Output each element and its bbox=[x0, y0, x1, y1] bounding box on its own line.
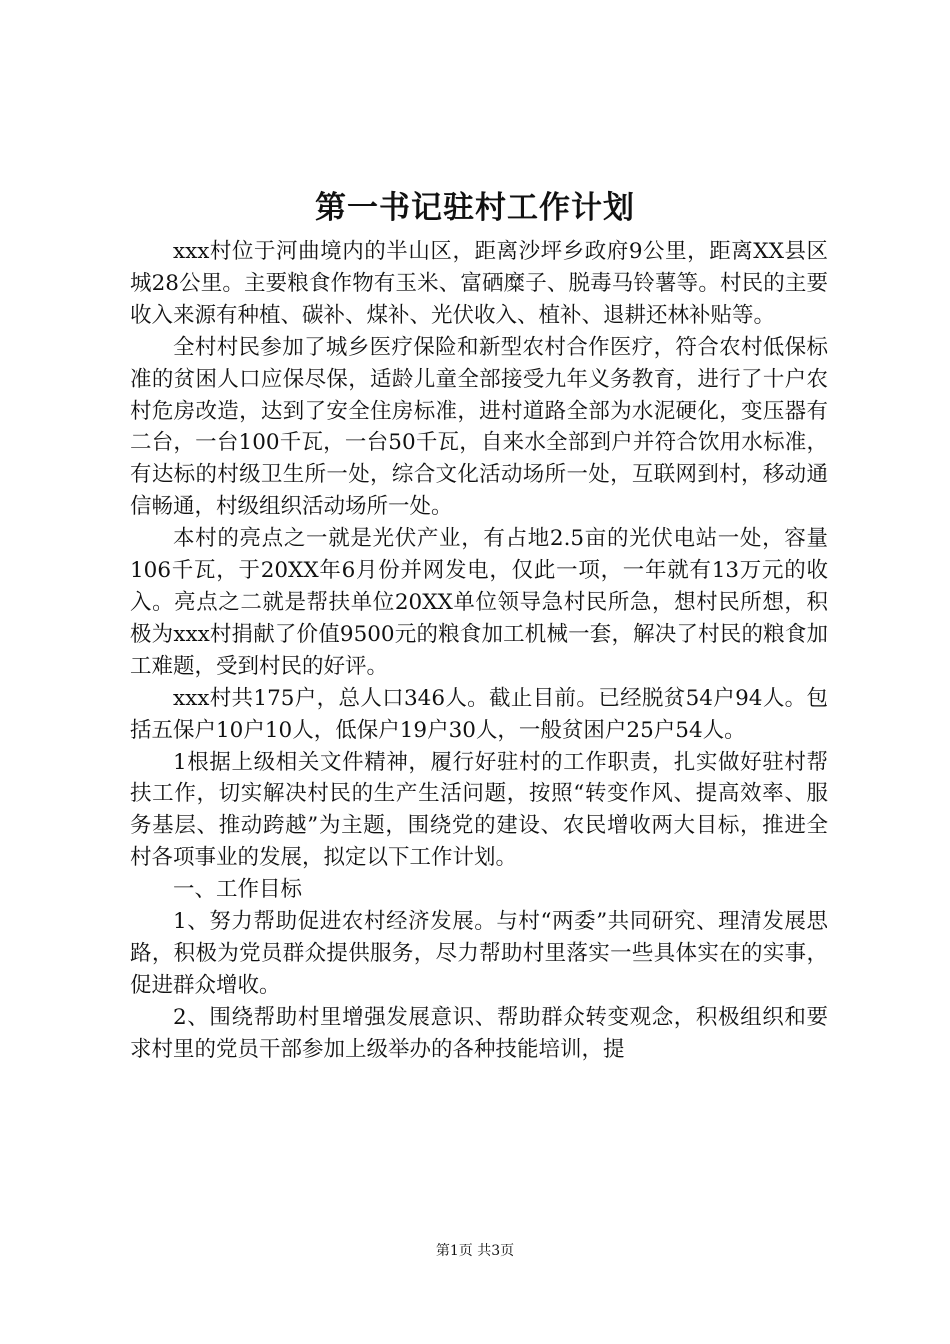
document-title: 第一书记驻村工作计划 bbox=[315, 190, 635, 226]
paragraph-population: xxx村共175户，总人口346人。截止目前。已经脱贫54户94人。包括五保户10户10人，低保户19户30人，一般贫困户25户54人。 bbox=[130, 685, 828, 743]
paragraph-highlights: 本村的亮点之一就是光伏产业，有占地2.5亩的光伏电站一处，容量106千瓦，于20XX年6月份并网发电，仅此一项，一年就有13万元的收入。亮点之二就是帮扶单位20XX单位领导急村民所急，想村民所想，积极为xxx村捐献了价值9500元的粮食加工机械一套，解决了村民的粮食加工难题，受到村民的好评。 bbox=[130, 526, 828, 679]
paragraph-village-overview: xxx村位于河曲境内的半山区，距离沙坪乡政府9公里，距离XX县区城28公里。主要粮食作物有玉米、富硒糜子、脱毒马铃薯等。村民的主要收入来源有种植、碳补、煤补、光伏收入、植补、退耕还林补贴等。 bbox=[130, 239, 828, 328]
page-footer: 第1页 共3页 bbox=[435, 1243, 515, 1259]
paragraph-infrastructure: 全村村民参加了城乡医疗保险和新型农村合作医疗，符合农村低保标准的贫困人口应保尽保，适龄儿童全部接受九年义务教育，进行了十户农村危房改造，达到了安全住房标准，进村道路全部为水泥硬化，变压器有二台，一台100千瓦，一台50千瓦，自来水全部到户并符合饮用水标准，有达标的村级卫生所一处，综合文化活动场所一处，互联网到村，移动通信畅通，村级组织活动场所一处。 bbox=[130, 334, 828, 520]
section-heading-goals: 一、工作目标 bbox=[173, 877, 303, 903]
paragraph-goal-2: 2、围绕帮助村里增强发展意识、帮助群众转变观念，积极组织和要求村里的党员干部参加上级举办的各种技能培训，提 bbox=[130, 1004, 828, 1062]
paragraph-plan-intro: 1根据上级相关文件精神，履行好驻村的工作职责，扎实做好驻村帮扶工作，切实解决村民的生产生活问题，按照“转变作风、提高效率、服务基层、推动跨越”为主题，围绕党的建设、农民增收两大目标，推进全村各项事业的发展，拟定以下工作计划。 bbox=[130, 749, 828, 871]
document-body bbox=[130, 236, 828, 1066]
paragraph-goal-1: 1、努力帮助促进农村经济发展。与村“两委”共同研究、理清发展思路，积极为党员群众提供服务，尽力帮助村里落实一些具体实在的实事，促进群众增收。 bbox=[130, 909, 828, 998]
